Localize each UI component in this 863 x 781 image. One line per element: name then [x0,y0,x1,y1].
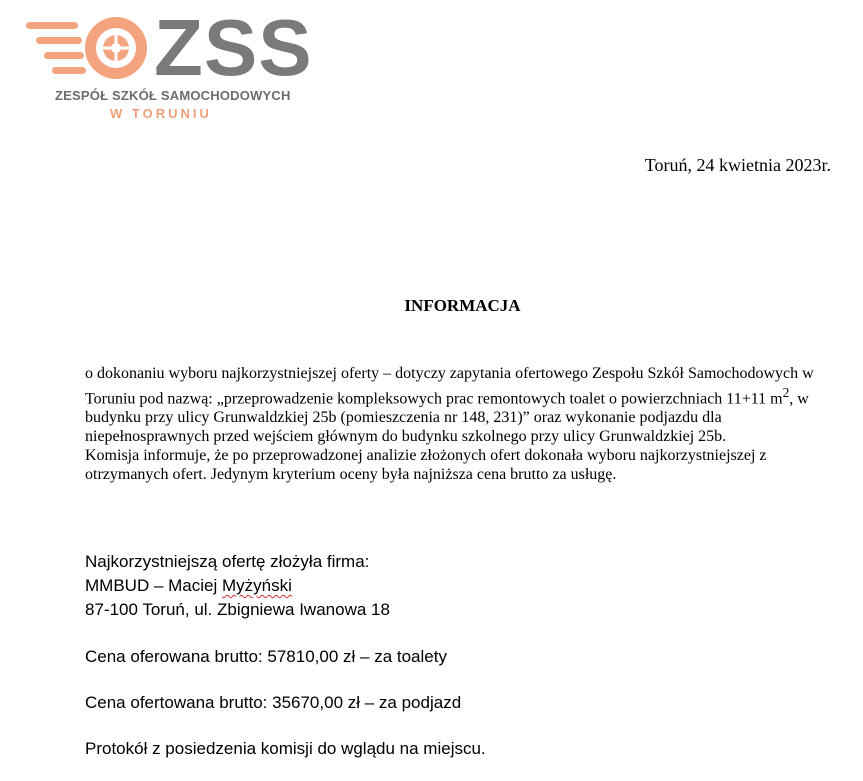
document-date: Toruń, 24 kwietnia 2023r. [644,155,831,175]
logo-letters: ZSS [154,3,313,92]
logo-city: W TORUNIU [110,106,212,121]
paragraph-decision: Komisja informuje, że po przeprowadzonej analizie złożonych ofert dokonała wyboru najkorzystniejszej z otrzymanych ofert. Jedynym kryterium oceny była najniższa cena brutto za usługę. [85,447,767,484]
company-name: MMBUD – Maciej [85,576,222,595]
price-toilets: Cena oferowana brutto: 57810,00 zł – za toalety [85,647,447,666]
paragraph-subject-start: o dokonaniu wyboru najkorzystniejszej oferty – dotyczy zapytania ofertowego Zespołu Szkół Samochodowych w Toruniu pod nazwą: „przeprowadzenie kompleksowych prac remontowych toalet o powierzchniach 11+11 m [85,365,814,408]
company-surname: Myżyński [221,576,292,595]
paragraph-subject [85,364,845,446]
document-body [85,364,845,484]
superscript-two: 2 [782,385,790,400]
winner-company [85,576,292,596]
document-heading: INFORMACJA [404,296,521,315]
school-logo [26,3,316,124]
protocol-note: Protokół z posiedzenia komisji do wglądu na miejscu. [85,739,486,758]
paragraph-subject-end: , w budynku przy ulicy Grunwaldzkiej 25b (pomieszczenia nr 148, 231)” oraz wykonanie podjazdu dla niepełnosprawnych przed wejściem głównym do budynku szkolnego przy ulicy Grunwaldzkiej 25b. [85,390,809,446]
winner-address: 87-100 Toruń, ul. Zbigniewa Iwanowa 18 [85,600,390,619]
logo-school-name: ZESPÓŁ SZKÓŁ SAMOCHODOWYCH [55,88,291,103]
wheel-speed-icon [26,14,166,86]
price-ramp: Cena ofertowana brutto: 35670,00 zł – za podjazd [85,693,462,712]
winner-intro: Najkorzystniejszą ofertę złożyła firma: [85,552,370,571]
